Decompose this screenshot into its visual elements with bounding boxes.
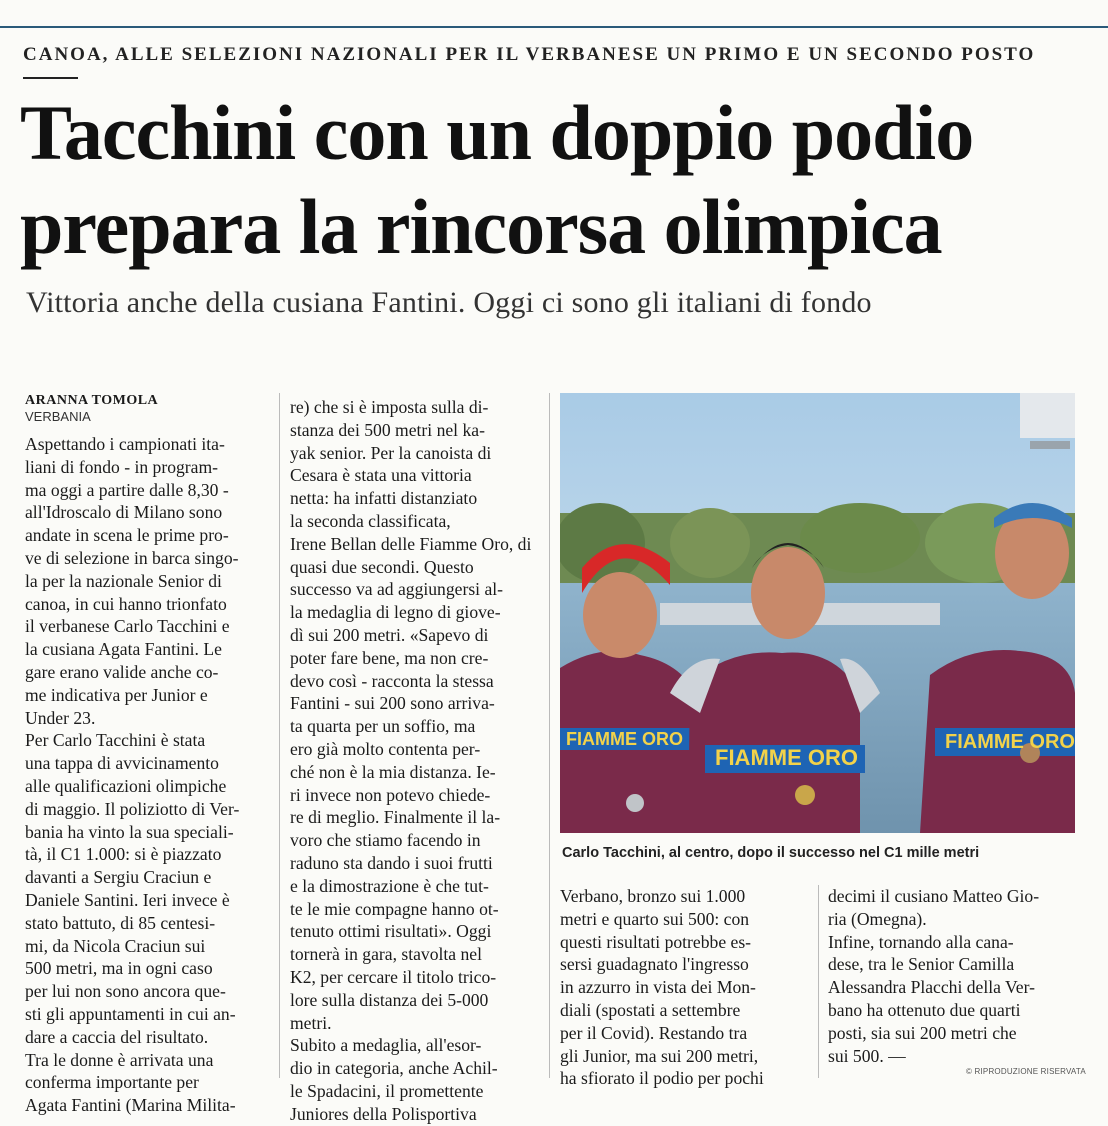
text-line: stanza dei 500 metri nel ka-	[290, 419, 485, 440]
text-line: mi, da Nicola Craciun sui	[25, 935, 206, 956]
text-line: per il Covid). Restando tra	[560, 1022, 748, 1043]
text-line: Per Carlo Tacchini è stata	[25, 730, 206, 751]
text-line: tornerà in gara, stavolta nel	[290, 944, 482, 965]
text-line: ero già molto contenta per-	[290, 738, 481, 759]
text-line: decimi il cusiano Matteo Gio-	[828, 886, 1040, 906]
text-line: ma oggi a partire dalle 8,30 -	[25, 479, 229, 500]
text-line: in azzurro in vista dei Mon-	[560, 977, 756, 998]
text-line: Subito a medaglia, all'esor-	[290, 1035, 482, 1056]
text-line: dì sui 200 metri. «Sapevo di	[290, 624, 489, 645]
article-photo	[560, 393, 1075, 833]
text-line: ta quarta per un soffio, ma	[290, 716, 476, 737]
headline-line-2: prepara la rincorsa olimpica	[20, 183, 942, 270]
text-line: sersi guadagnato l'ingresso	[560, 954, 749, 975]
photo-illustration	[560, 393, 1075, 833]
text-line: dio in categoria, anche Achil-	[290, 1058, 498, 1079]
article-subheadline: Vittoria anche della cusiana Fantini. Oggi ci sono gli italiani di fondo	[26, 286, 872, 319]
text-line: ché non è la mia distanza. Ie-	[290, 761, 496, 782]
text-line: la per la nazionale Senior di	[25, 570, 222, 591]
text-line: le Spadacini, il promettente	[290, 1080, 484, 1101]
text-line: una tappa di avvicinamento	[25, 753, 219, 774]
text-line: raduno sta dando i suoi frutti	[290, 852, 493, 873]
text-line: Infine, tornando alla cana-	[828, 931, 1014, 952]
text-line: netta: ha infatti distanziato	[290, 488, 478, 509]
text-line: la seconda classificata,	[290, 510, 451, 531]
text-line: Alessandra Placchi della Ver-	[828, 977, 1035, 998]
text-line: per lui non sono ancora que-	[25, 981, 226, 1002]
text-column-2	[290, 396, 538, 1126]
text-column-3	[560, 885, 808, 1090]
text-line: la cusiana Agata Fantini. Le	[25, 639, 222, 660]
text-line: me indicativa per Junior e	[25, 684, 208, 705]
text-line: di maggio. Il poliziotto di Ver-	[25, 798, 240, 819]
text-line: Under 23.	[25, 707, 96, 728]
text-line: devo così - racconta la stessa	[290, 670, 494, 691]
text-line: conferma importante per	[25, 1072, 199, 1093]
text-line: Fantini - sui 200 sono arriva-	[290, 693, 495, 714]
jersey-text-left: FIAMME ORO	[566, 729, 683, 749]
photo-caption: Carlo Tacchini, al centro, dopo il successo nel C1 mille metri	[562, 845, 980, 861]
headline-line-1: Tacchini con un doppio podio	[20, 89, 974, 176]
copyright-notice: © RIPRODUZIONE RISERVATA	[966, 1067, 1086, 1076]
text-line: Irene Bellan delle Fiamme Oro, di	[290, 533, 532, 554]
text-line: re) che si è imposta sulla di-	[290, 397, 489, 417]
text-line: yak senior. Per la canoista di	[290, 442, 492, 463]
text-line: metri.	[290, 1012, 332, 1033]
author-byline: ARANNA TOMOLA	[25, 393, 159, 408]
text-line: Juniores della Polisportiva	[290, 1103, 477, 1124]
text-line: tà, il C1 1.000: si è piazzato	[25, 844, 222, 865]
text-line: diali (spostati a settembre	[560, 999, 741, 1020]
text-line: Cesara è stata una vittoria	[290, 465, 472, 486]
text-line: gli Junior, ma sui 200 metri,	[560, 1045, 759, 1066]
text-line: gare erano valide anche co-	[25, 661, 219, 682]
text-line: bano ha ottenuto due quarti	[828, 999, 1021, 1020]
text-line: Aspettando i campionati ita-	[25, 434, 225, 454]
dateline: VERBANIA	[25, 409, 91, 424]
text-line: bania ha vinto la sua speciali-	[25, 821, 234, 842]
top-rule	[0, 26, 1108, 28]
text-line: sti gli appuntamenti in cui an-	[25, 1003, 236, 1024]
text-line: successo va ad aggiungersi al-	[290, 579, 504, 600]
column-divider	[549, 393, 550, 1078]
text-line: e la dimostrazione è che tut-	[290, 875, 489, 896]
text-line: questi risultati potrebbe es-	[560, 931, 752, 952]
text-line: ri invece non potevo chiede-	[290, 784, 491, 805]
text-line: K2, per cercare il titolo trico-	[290, 966, 497, 987]
text-line: andate in scena le prime pro-	[25, 525, 229, 546]
text-line: ve di selezione in barca singo-	[25, 547, 239, 568]
article-headline	[20, 86, 1090, 274]
text-column-4	[828, 885, 1076, 1067]
text-line: te le mie compagne hanno ot-	[290, 898, 499, 919]
text-line: Verbano, bronzo sui 1.000	[560, 886, 746, 906]
text-line: Daniele Santini. Ieri invece è	[25, 889, 230, 910]
text-line: alle qualificazioni olimpiche	[25, 775, 227, 796]
text-line: posti, sia sui 200 metri che	[828, 1022, 1017, 1043]
column-divider	[279, 393, 280, 1078]
text-line: la medaglia di legno di giove-	[290, 602, 501, 623]
text-line: 500 metri, ma in ogni caso	[25, 958, 213, 979]
jersey-text-center: FIAMME ORO	[715, 745, 858, 770]
text-line: davanti a Sergiu Craciun e	[25, 867, 212, 888]
text-line: liani di fondo - in program-	[25, 456, 218, 477]
column-divider	[818, 885, 819, 1078]
text-line: il verbanese Carlo Tacchini e	[25, 616, 230, 637]
text-line: quasi due secondi. Questo	[290, 556, 474, 577]
text-line: ha sfiorato il podio per pochi	[560, 1068, 764, 1089]
jersey-text-right: FIAMME ORO	[945, 731, 1075, 753]
text-line: lore sulla distanza dei 5-000	[290, 989, 489, 1010]
text-line: canoa, in cui hanno trionfato	[25, 593, 227, 614]
text-line: sui 500. —	[828, 1045, 906, 1066]
text-line: voro che stiamo facendo in	[290, 830, 481, 851]
kicker-divider	[23, 77, 78, 79]
text-line: stato battuto, di 85 centesi-	[25, 912, 216, 933]
text-line: ria (Omegna).	[828, 908, 927, 929]
text-line: dese, tra le Senior Camilla	[828, 954, 1015, 975]
article-kicker: CANOA, ALLE SELEZIONI NAZIONALI PER IL VERBANESE UN PRIMO E UN SECONDO POSTO	[23, 44, 1036, 65]
text-line: re di meglio. Finalmente il la-	[290, 807, 501, 828]
text-line: all'Idroscalo di Milano sono	[25, 502, 223, 523]
text-line: Agata Fantini (Marina Milita-	[25, 1095, 236, 1116]
text-line: Tra le donne è arrivata una	[25, 1049, 214, 1070]
text-line: tenuto ottimi risultati». Oggi	[290, 921, 492, 942]
text-line: poter fare bene, ma non cre-	[290, 647, 489, 668]
text-column-1	[25, 433, 268, 1117]
text-line: dare a caccia del risultato.	[25, 1026, 209, 1047]
text-line: metri e quarto sui 500: con	[560, 908, 750, 929]
